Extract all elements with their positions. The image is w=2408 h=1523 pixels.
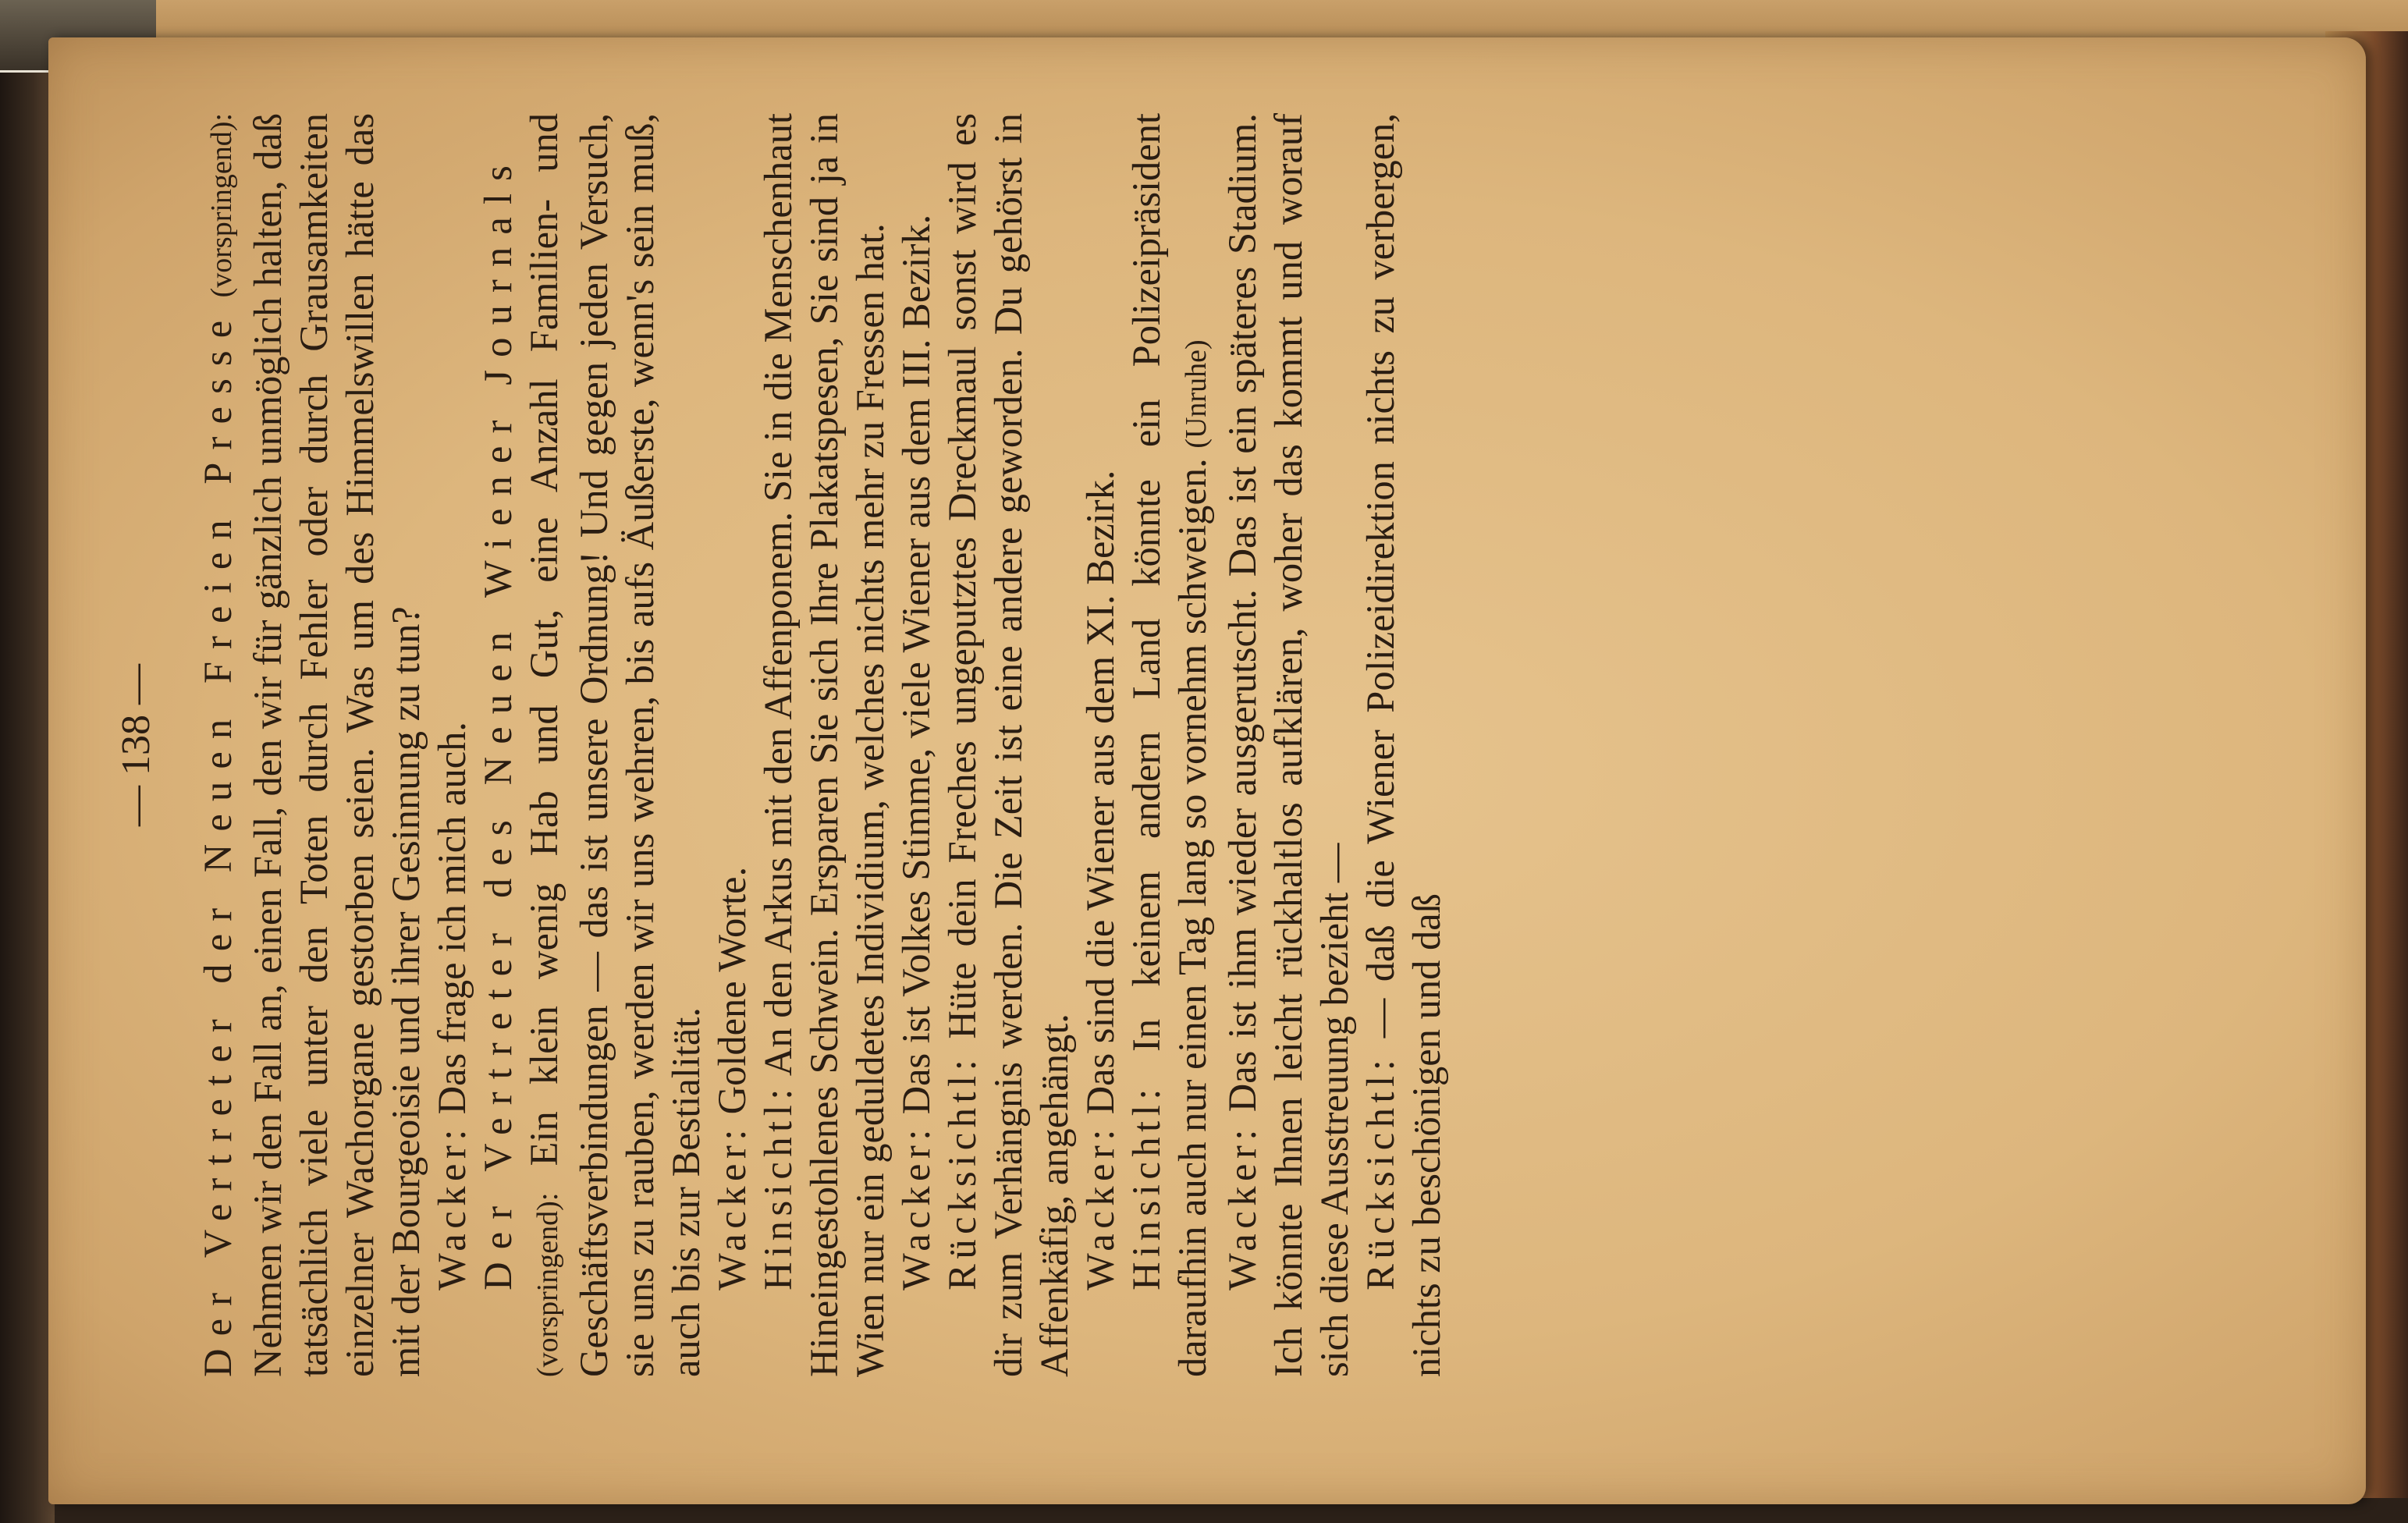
speaker-name: Der Vertreter des Neuen Wiener Journals <box>476 153 520 1290</box>
paragraph-6 <box>939 113 1078 1377</box>
speaker-name: Hinsichtl: <box>756 1084 800 1290</box>
speaker-name: Wacker: <box>430 1124 474 1290</box>
speaker-name: Hinsichtl: <box>1124 1084 1168 1290</box>
speaker-name: Wacker: <box>1220 1124 1264 1290</box>
facing-page-edge <box>156 0 2408 37</box>
dialogue-text: — daß die Wiener Polizeidirektion nichts zu verbergen, nichts zu beschönigen und daß <box>1358 112 1448 1377</box>
speaker-name: Wacker: <box>894 1124 938 1290</box>
paragraph-3 <box>709 113 755 1377</box>
speaker-name: Der Vertreter der Neuen Freien Presse <box>196 307 240 1377</box>
dialogue-text: An den Arkus mit den Affenponem. Sie in die Menschenhaut Hineingestohlenes Schwein. Ersparen Sie sich Ihre Plakatspesen, Sie sind ja in Wien nur ein geduldetes Individium, welches nichts mehr zu Fressen hat. <box>756 113 892 1377</box>
paragraph-7 <box>1078 113 1124 1377</box>
paragraph-9 <box>1220 113 1358 1377</box>
paragraph-8 <box>1124 113 1220 1377</box>
paragraph-5 <box>893 113 939 1377</box>
speaker-name: Rücksichtl: <box>940 1054 984 1290</box>
speaker-name: Rücksichtl: <box>1358 1054 1402 1290</box>
speaker-name: Wacker: <box>710 1124 754 1290</box>
page-number: — 138 — <box>114 664 158 826</box>
paragraph-10 <box>1358 113 1450 1377</box>
stage-direction: (vorspringend): <box>531 1192 564 1377</box>
dialogue-text: Das sind die Wiener aus dem XI. Bezirk. <box>1078 470 1122 1115</box>
paragraph-2 <box>475 113 521 1377</box>
dialogue-text: Nehmen wir den Fall an, einen Fall, den wir für gänzlich unmöglich halten, daß tatsächlich viele unter den Toten durch Fehler oder durch Grausamkeiten einzelner Wachorgane gestorben seien. Was um des Himmelswillen hätte das mit der Bourgeoisie und ihrer Gesinnung zu tun? <box>246 113 428 1377</box>
dialogue-text: Goldene Worte. <box>710 866 754 1115</box>
paragraph-2-body <box>521 113 709 1377</box>
dialogue-text: Hüte dein Freches ungeputztes Dreckmaul sonst wird es dir zum Verhängnis werden. Die Zeit ist eine andere geworden. Du gehörst in Affenkäfig, angehängt. <box>940 113 1076 1377</box>
speaker-name: Wacker: <box>1078 1124 1122 1290</box>
dialogue-text: Ein klein wenig Hab und Gut, eine Anzahl Familien- und Geschäftsverbindungen — das ist unsere Ordnung! Und gegen jeden Versuch, sie uns zu rauben, werden wir uns wehren, bis aufs Äußerste, wenn's sein muß, auch bis zur Bestialität. <box>522 112 708 1377</box>
dialogue-text: In keinem andern Land könnte ein Polizeipräsident daraufhin auch nur einen Tag lang so vornehm schweigen. <box>1124 112 1214 1377</box>
dialogue-text: Das ist ihm wieder ausgerutscht. Das ist ein späteres Stadium. Ich könnte Ihnen leicht rückhaltlos aufklären, woher das kommt und worauf sich diese Ausstreuung bezieht — <box>1220 113 1356 1377</box>
dialogue-text: Das frage ich mich auch. <box>430 721 474 1115</box>
rotated-text-block <box>78 113 2310 1377</box>
paragraph-0 <box>195 113 429 1377</box>
book-binding-edge <box>0 0 55 1523</box>
paragraph-1 <box>429 113 475 1377</box>
stage-direction: (Unruhe) <box>1180 339 1213 449</box>
paragraph-4 <box>755 113 893 1377</box>
stage-direction: (vorspringend): <box>205 113 238 298</box>
dialogue-text: Das ist Volkes Stimme, viele Wiener aus dem III. Bezirk. <box>894 214 938 1115</box>
